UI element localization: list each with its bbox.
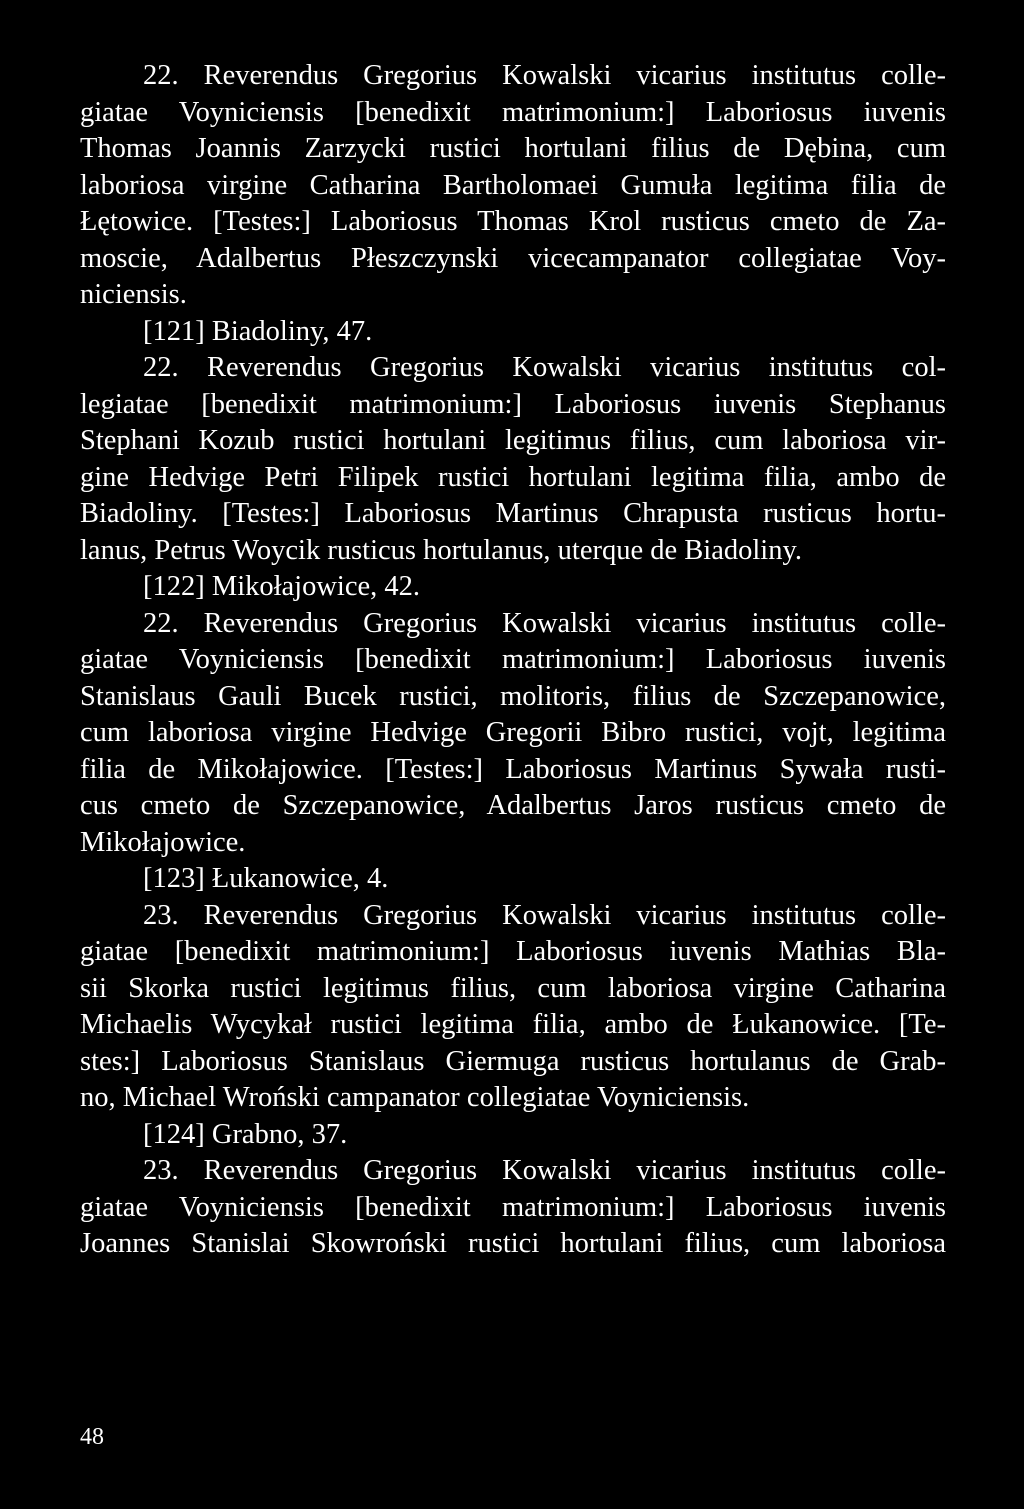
text-line: moscie, Adalbertus Płeszczynski vicecampanator collegiatae Voy- (80, 242, 946, 274)
text-line: giatae [benedixit matrimonium:] Laboriosus iuvenis Mathias Bla- (80, 936, 946, 967)
entry-heading: [121] Biadoliny, 47. (143, 315, 373, 347)
text-line: sii Skorka rustici legitimus filius, cum laboriosa virgine Catharina (80, 972, 946, 1004)
entry-paragraph (80, 606, 946, 862)
text-line: giatae Voyniciensis [benedixit matrimonium:] Laboriosus iuvenis (80, 1191, 946, 1223)
text-line: Biadoliny. [Testes:] Laboriosus Martinus Chrapusta rusticus hortu- (80, 498, 946, 529)
text-line: laboriosa virgine Catharina Bartholomaei Gumuła legitima filia de (80, 169, 946, 201)
text-line: Łętowice. [Testes:] Laboriosus Thomas Krol rusticus cmeto de Za- (80, 206, 946, 237)
text-line: 23. Reverendus Gregorius Kowalski vicarius institutus colle- (143, 899, 946, 931)
text-line: filia de Mikołajowice. [Testes:] Laboriosus Martinus Sywała rusti- (80, 753, 946, 785)
text-line: giatae Voyniciensis [benedixit matrimonium:] Laboriosus iuvenis (80, 644, 946, 675)
text-line: gine Hedvige Petri Filipek rustici hortulani legitima filia, ambo de (80, 461, 946, 493)
entry-heading: [122] Mikołajowice, 42. (143, 571, 421, 602)
text-line: cus cmeto de Szczepanowice, Adalbertus Jaros rusticus cmeto de (80, 790, 946, 821)
text-line: Stanislaus Gauli Bucek rustici, molitoris, filius de Szczepanowice, (80, 680, 946, 712)
text-line: lanus, Petrus Woycik rusticus hortulanus, uterque de Biadoliny. (80, 534, 802, 566)
text-line: niciensis. (80, 279, 187, 310)
text-line: cum laboriosa virgine Hedvige Gregorii Bibro rustici, vojt, legitima (80, 717, 946, 748)
text-line: 22. Reverendus Gregorius Kowalski vicarius institutus col- (143, 352, 946, 383)
text-line: no, Michael Wroński campanator collegiatae Voyniciensis. (80, 1082, 750, 1113)
entry-heading: [123] Łukanowice, 4. (143, 863, 389, 894)
text-line: 23. Reverendus Gregorius Kowalski vicarius institutus colle- (143, 1155, 946, 1186)
entry-paragraph (80, 1153, 946, 1263)
text-line: Thomas Joannis Zarzycki rustici hortulani filius de Dębina, cum (80, 133, 946, 164)
document-page (80, 58, 946, 1263)
page-number: 48 (80, 1424, 104, 1450)
text-line: stes:] Laboriosus Stanislaus Giermuga rusticus hortulanus de Grab- (80, 1045, 946, 1077)
text-line: giatae Voyniciensis [benedixit matrimonium:] Laboriosus iuvenis (80, 96, 946, 128)
entry-paragraph (80, 58, 946, 314)
text-line: Joannes Stanislai Skowroński rustici hortulani filius, cum laboriosa (80, 1228, 946, 1259)
text-line: Mikołajowice. (80, 826, 246, 858)
text-line: 22. Reverendus Gregorius Kowalski vicarius institutus colle- (143, 607, 946, 639)
text-line: Michaelis Wycykał rustici legitima filia, ambo de Łukanowice. [Te- (80, 1009, 946, 1040)
text-line: 22. Reverendus Gregorius Kowalski vicarius institutus colle- (143, 60, 946, 91)
entry-heading: [124] Grabno, 37. (143, 1118, 348, 1150)
text-line: Stephani Kozub rustici hortulani legitimus filius, cum laboriosa vir- (80, 425, 946, 456)
entry-paragraph (80, 898, 946, 1117)
text-line: legiatae [benedixit matrimonium:] Laboriosus iuvenis Stephanus (80, 388, 946, 420)
entry-paragraph (80, 350, 946, 569)
